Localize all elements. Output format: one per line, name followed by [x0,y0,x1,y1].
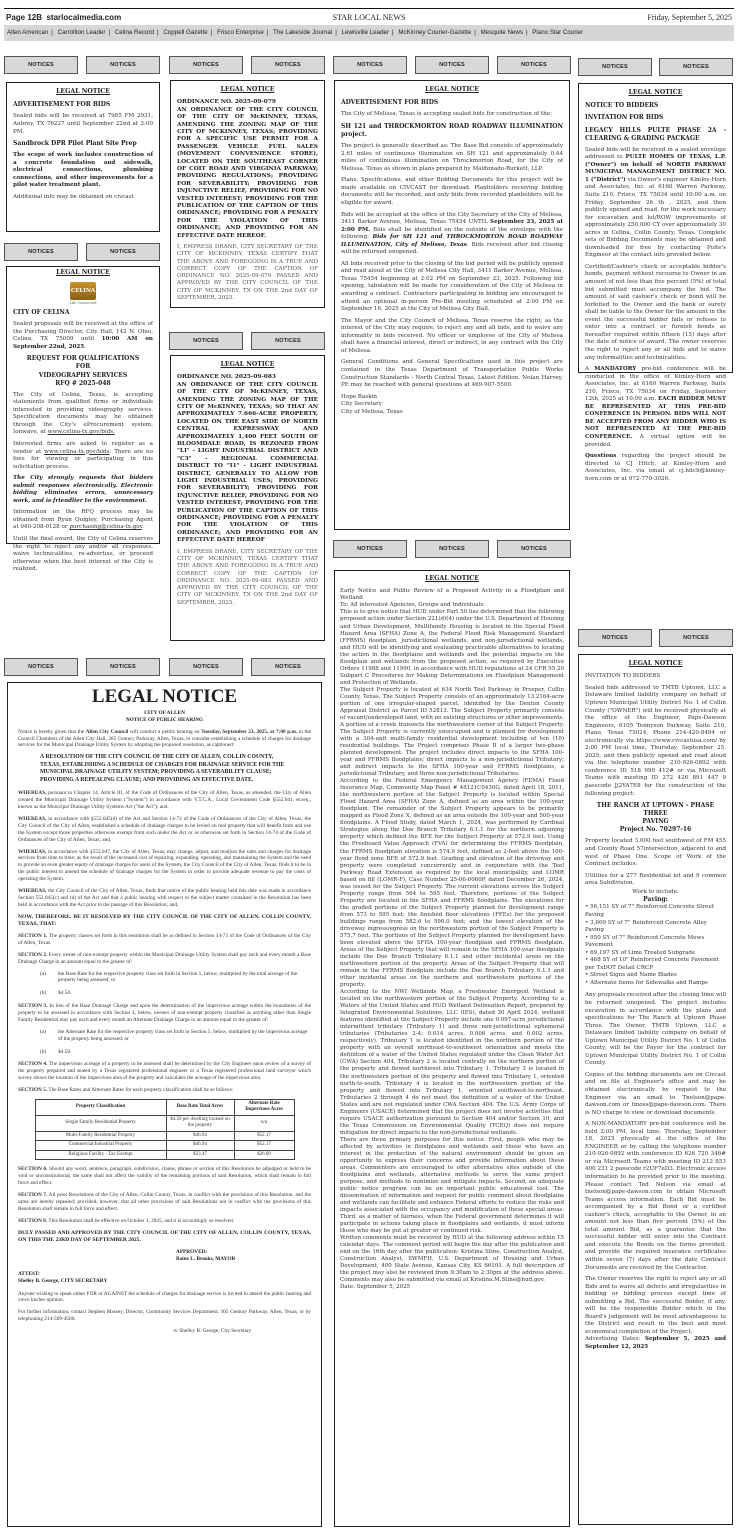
notice-body: A NON-MANDATORY pre-bid conference will be held 2:00 PM, local time, Thursday, September 18, 2025 physically at the office of the ENGINEER or by calling the telephone number 210-926-0892 with conference ID 626 720 346# or via Microsoft Teams with meeting ID 212 853 400 231 2 passcode r2UF7eD3. Electronic access information to be provided prior to the meeting. Please contact Ted Nelson via email at tnelson@pape-dawson.com to obtain Microsoft Teams access information. Each Bid must be accompanied by a Bid Bond or a certified cashier's check, acceptable to the Owner, in an amount not less than five percent (5%) of the total amount Bid, as a guarantee that the successful bidder will enter into the Contract and execute the Bonds on the forms provided, and provide the required insurance certificates within seven (7) days after the date Contract Documents are received by the Contractor. [585,1121,726,1271]
notices-tab[interactable]: NOTICES [415,540,489,558]
paper-name: STAR LOCAL NEWS [332,13,406,22]
paper-link[interactable]: The Lakeside Journal [273,29,333,36]
legal-notice-heading: LEGAL NOTICE [220,86,275,93]
legal-notice-heading: LEGAL NOTICE [425,575,479,582]
work-label: Work to include: [632,888,679,895]
table-row: Single Family Residential Property $4.50 per dwelling located on the property n/a [35,1115,294,1131]
list-item: • Alternate items for Sidewalks and Ramps [585,980,726,988]
pulte-bids-notice [578,83,733,482]
list-item: • 3,609 SY of 7" Reinforced Concrete Alley Paving [585,920,726,935]
section: SECTION 3. In lieu of the Base Drainage Charge and upon the determination of the impervious acreage within the boundaries of the property to be assessed in accordance with Section 4, below, owners of non-exempt property classified as anything other than Single Family Residential may pay each and every month an Alternate Drainage Charge in an amount equal to the greater of: [18,1003,312,1023]
notice-title: ADVERTISEMENT FOR BIDS [341,99,439,107]
paper-link[interactable]: Celina Record [114,29,154,36]
allen-public-hearing-notice [7,682,322,1527]
notices-tab[interactable]: NOTICES [497,540,571,558]
notice-body: Information on the RFQ process may be obtained from Ryan Quigley, Purchasing Agent at 940-208-0128 or purchasing@celina-tx.gov. [13,509,153,531]
legal-notice-heading: LEGAL NOTICE [628,660,683,667]
email-link[interactable]: purchasing@celina-tx.gov [69,524,143,531]
list-item: • Street Signs and Name Blades [585,972,726,980]
notice-body: A MANDATORY pre-bid conference will be conducted in the office of Kimley-Horn and Associates, Inc. at 6160 Warren Parkway, Suite 210, Frisco, TX 75034 on Friday, September 12th, 2025 at 10:00 a.m. EACH BIDDER MUST BE REPRESENTED AT THIS PRE-BID CONFERENCE IN PERSON. BIDS WILL NOT BE ACCEPTED FROM ANY BIDDER WHO IS NOT REPRESENTED AT THE PRE-BID CONFERENCE. A virtual option will be provided. [585,366,726,448]
project-title: THE RANCH AT UPTOWN - PHASE THREE PAVING Project No. 70297-16 [596,802,715,834]
notice-body: The City of Celina, Texas, is accepting statements from qualified firms or individuals interested in providing videography services. Specification documents may be obtained through the City's eProcurement system, Ionwave, at www.celina-tx.gov/bids. [13,391,153,436]
approval-block: APPROVED: Baine L. Brooks, MAYOR [176,1249,236,1262]
notice-body: The project is generally described as: The Base Bid consists of approximately 2.61 miles of continuous illumination on SH 121 and approximately 0.44 miles of continuous illumination on Throckmorton Road, for the City of Melissa, Texas as shown in plans prepared by Maldonado-Burkett, LLP. [341,143,563,172]
notices-tab[interactable]: NOTICES [169,56,243,74]
notices-tab[interactable]: NOTICES [251,658,325,676]
notice-body: General Conditions and General Specifications used in this project are contained in the Texas Department of Transportation Public Works Construction Standards - North Central Texas, Latest Edition. Nolan Harvey, PE may be reached with general questions at 469-907-5500. [341,359,563,389]
notices-tab[interactable]: NOTICES [86,56,160,74]
masthead [4,8,734,22]
subclause: (a) the Base Rate for the respective property class set forth in Section 5, below, multiplied by the total acreage of the property being assessed; or [40,970,298,984]
list-item: • 468 SY of 10" Reinforced Concrete Pavement per TxDOT Detail CRCP [585,957,726,972]
hud-floodplain-notice [334,570,570,1527]
notices-tab[interactable]: NOTICES [4,243,78,261]
notice-body: Copies of the bidding documents are on Civcast and on file at Engineer's office and may be obtained electronically by request to the Engineer via an email to Tnelson@pape-dawson.com or tmoss@pape-dawson.com. There is NO charge to view or download documents. [585,1071,726,1116]
table-row: Religious Facility - Tax Exempt $23.47 $26.09 [35,1150,294,1160]
section: SECTION 2. Every owner of non-exempt property within the Municipal Drainage Utility System shall pay each and every month a Base Drainage Charge in an amount equal to the greater of: [18,951,312,965]
notice-body: Interested firms are asked to register as a vendor at www.celina-tx.gov/bids. There are no fees for viewing or participating in this solicitation process. [13,441,153,470]
paper-link[interactable]: Frisco Enterprise [217,29,264,36]
list-item: • 950 SY of 7" Reinforced Concrete Mews Pavement [585,935,726,950]
signature: /s/ Shelley B. George, City Secretary [173,1328,252,1335]
notices-tab[interactable]: NOTICES [497,56,571,74]
signature-block: Hope Baskin City Secretary City of Melissa, Texas [341,393,403,415]
paper-link[interactable]: Allen American [7,29,49,36]
notices-tab[interactable]: NOTICES [4,56,78,74]
notice-body: The City of Melissa, Texas is accepting sealed bids for construction of the: [341,111,552,118]
project-name: LEGACY HILLS PULTE PHASE 2A - CLEARING & GRADING PACKAGE [585,126,726,142]
paving-label: Paving: [643,896,668,904]
paper-link[interactable]: Lewisville Leader [341,29,390,36]
section: SECTION 7. All prior Resolutions of the City of Allen, Collin County, Texas, in conflict with the provisions of this Resolution, and the same are hereby repealed; provided, however, that all other provisions of said Resolutions not in conflict with the provisions of this Resolution shall remain in full force and effect. [18,1192,311,1212]
notice-body: Early Notice and Public Review of a Proposed Activity in a Floodplain and Wetland To: All interested Agencies, Groups and Individuals: This is to give notice that HUD under Part 50 has determined that the following proposed action under Section 221(d)(4) under the U.S. Department of Housing and Urban Development, Multifamily Housing is located in the Special Flood Hazard Area (SFHA) Zone A, the Federal Flood Risk Management Standard (FFRMS) floodplain, jurisdictional wetlands, and non-jurisdictional wetlands, and HUD will be identifying and evaluating practicable alternatives to locating the action in the floodplains and wetlands and the potential impacts on the floodplain and wetlands from the proposed action, as required by Executive Orders 11988 and 11990, in accordance with HUD regulations at 24 CFR 55.20 Subpart C Procedures for Making Determinations on Floodplain Management and Protection of Wetlands. The Subject Property is located at 634 North Teel Parkway in Prosper, Collin County, Texas. The Subject Property consists of an approximately 13.2164-acre portion of one irregular-shaped parcel, identified by the Denton County Appraisal District as Parcel ID 52813. The Subject Property primarily consists of vacant/undeveloped land, with no existing structures or other improvements. A portion of a creek transects the northwestern corner of the Subject Property. The Subject Property is currently unoccupied and is planned for development with a 304-unit multi-family residential development including of ten (10) residential buildings. The Project comprises Phase II of a larger two-phase planned development. The project includes direct impacts to the SFHA 100-year and FFRMS floodplains; direct impacts to a non-jurisdictional Tributary; and indirect impacts to the SFHA 100-year and FFRMS floodplains, a jurisdictional Tributary, and three non-jurisdictional Tributaries. According to the Federal Emergency Management Agency (FEMA) Flood Insurance Map, Community Map Panel # 48121C0430G, dated April 18, 2011, the northwestern portion of the Subject Property is located within Special Flood Hazard Area (SFHA) Zone A, defined as an area within the 100-year floodplain. The remainder of the Subject Property appears to be primarily mapped as Flood Zone X, defined as an area outside the 100-year and 500-year floodplains. A Flood Study, dated March 1, 2024, was performed by Cardinal Strategies along the Doe Branch Tributary 6.1.1 for the northern adjoining property which defined the BFE for the Subject Property at 572.9 feet. Using the Freeboard Value Approach (FVA) for determining the FFRMS floodplain, the FFRMS floodplain elevation is 574.9 feet, defined as 2-feet above the 100-year flood zone BFE of 572.9 feet. Grading and elevation of the driveway and property were completed concurrently and in conjunction with the Teel Parkway Road Extension as required by the local municipality, and LOMR based on fill (LOMR-F), Case Number 25-06-0060P, dated December 26, 2024, was issued for the Subject Property. The current elevations across the Subject Property range from 564 to 595 feet. Therefore, portions of the Subject Property are located in the SFHA and FFRMS floodplains. The elevations for the graded portions of the Subject Property planned for development range from 573 to 595 feet; the finished floor elevations (FFEs) for the proposed buildings range from 582.6 to 590.0 feet; and the lowest elevation of the driveway ingress/egress on the northwestern portion of the Subject Property is 575.7 feet. The portions of the Subject Property planned for development have been elevated above the SFHA 100-year floodplain and FFRMS floodplain. Areas of the Subject Property that will remain in the SFHA 100-year floodplain include the Doe Branch Tributary 6.1.1 and other incidental areas on the northwestern portion of the property. Areas of the Subject Property that will remain in the FFRMS floodplain include the Doe Branch Tributary 6.1.1 and other incidental areas on the northern and northwestern portions of the property. According to the NWI Wetlands Map, a Freshwater Emergent Wetland is located on the northwestern portion of the Subject Property. According to a Waters of the United States and HUD Wetland Delineation Report, prepared by Integrated Environmental Solutions, LLC (IES), dated 30 April 2024, wetland features identified at the Subject Property include one 0.097-acre jurisdictional intermittent tributary (Tributary 1) and three non-jurisdictional ephemeral tributaries (Tributaries 2-4; 0.014 acres, 0.006 acres, and 0.002 acres, respectively). Tributary 1 is located identified in the northern portion of the property with an overall northeast-to-southwest orientation and meets the definition of a water of the United States regulated under the Clean Water Act (CWA) Section 404. Tributary 2 is located centrally on the northern portion of the property and flowed northwest into Tributary 1. Tributary 3 is located in the northwestern portion of the property and flowed into Tributary 1, oriented north-to-south. Tributary 4 is located in the northwestern portion of the property and flowed into Tributary 1, oriented southwest-to-northeast. Tributaries 2 through 4 do not meet the definition of a water of the United States and are not regulated under CWA Section 404. The U.S. Army Corps of Engineers (USACE) determined that the project does not involve activities that require USACE authorization pursuant to Section 404 and/or Section 10, and the Texas Commission on Environmental Quality (TCEQ) does not require mitigation for direct impacts to the non-jurisdictional wetlands. There are three primary purposes for this notice. First, people who may be affected by activities in floodplains and wetlands and those who have an interest in the protection of the natural environment should be given an opportunity to express their concerns and provide information about these areas. Commenters are encouraged to offer alternative sites outside of the floodplains and wetlands, alternative methods to serve the same project purpose, and methods to minimize and mitigate impacts. Second, an adequate public notice program can be an important public educational tool. The dissemination of information and request for public comment about floodplains and wetlands can facilitate and enhance Federal efforts to reduce the risks and impacts associated with the occupancy and modification of these special areas. Third, as a matter of fairness, when the Federal government determines it will participate in actions taking place in floodplains and wetlands, it must inform those who may be put at greater or continued risk. Written comments must be received by HUD at the following address within 15 calendar days. The comment period will begin the day after the publication and end on the 16th day after the publication: Kristina Stine, Construction Analyst, Construction Analyst, SWMFH, U.S. Department of Housing and Urban Development, 400 State Avenue, Kansas City, KS 66101. A full description of the project may also be reviewed from 9:30am to 2:30pm at the address above. Comments may also be submitted via email at Kristina.M.Stine@hud.gov. Date: September 5, 2025 [340,588,564,1291]
legal-notice-heading: LEGAL NOTICE [56,88,110,95]
whereas-clause: WHEREAS, in accordance with §552.047, the City of Allen, Texas, may change, adjust, and readjust the rates and charges for drainage services from time to time; as the result of the increased cost of repairing, expanding, operating, and maintaining the System and the need to provide an even greater equity of drainage charges for users of the System, the City Council of the City of Allen, Texas, finds it to be in the public interest to amend the schedule of drainage charges for the System in order to provide adequate revenue to pay the costs of operating the System. [18,848,311,883]
list-item: • 56,151 SY of 7" Reinforced Concrete Street Paving [585,904,726,919]
table-row: Multi-Family Residential Property $46.94 $52.17 [35,1131,294,1141]
notice-body: Sealed bids addressed to TMTB Uptown, LLC a Delaware limited liability company on behalf of Uptown Municipal Utility District No. 1 of Collin County ("OWNER") will be received physically at the office of the Engineer, Pape-Dawson Engineers, 6105 Tennyson Parkway, Suite 210, Plano, Texas 75024, Phone 214-420-8494 or electronically via https://www.civcastusa.com/ by 2:00 PM local time, Thursday, September 25, 2025, and then publicly opened and read aloud via the telephone number 210-926-0892 with conference ID 518 999 412# or via Microsoft Teams with meeting ID 272 426 891 447 9 passcode Jj2YA7E8 for the construction of the following project: [585,684,726,797]
notice-body: Additional info may be obtained on civcast [13,193,134,200]
notices-tab[interactable]: NOTICES [169,658,243,676]
uptown-bids-notice [578,654,733,1525]
notice-body: Property located 3,000 feet southwest of FM 455 and County Road 57intersection, adjacent to and west of Phase One. Scope of Work of the Contract includes: [585,838,726,868]
paper-link[interactable]: Mesquite News [480,29,523,36]
notice-body: Utilities for a 277 Residential lot and 9 common area Subdivision. [585,872,726,887]
notice-title: NOTICE TO BIDDERS [585,102,659,110]
project-name: Sandbrock DPR Pilot Plant Site Prep [13,140,137,148]
notice-body: Notice is hereby given that the Allen City Council will conduct a public hearing on Tuesday, September 23, 2025, at 7:00 p.m. in the Council Chambers of the Allen City Hall, 305 Century Parkway, Allen, Texas, to consider establishing a schedule of charges for drainage services for the Municipal Drainage Utility System by adopting the proposed resolution, as captioned: [18,728,311,749]
notices-tab[interactable]: NOTICES [578,629,652,647]
notices-tab[interactable]: NOTICES [415,56,489,74]
resolution-caption: A RESOLUTION OF THE CITY COUNCIL OF THE CITY OF ALLEN, COLLIN COUNTY, TEXAS, ESTABLISHING A SCHEDULE OF CHARGES FOR DRAINAGE SERVICE FOR THE MUNICIPAL DRAINAGE UTILITY SYSTEM; PROVIDING A SEVERABILITY CLAUSE; PROVIDING A REPEALING CLAUSE; AND PROVIDING AN EFFECTIVE DATE. [40,754,285,783]
city-name: CITY OF ALLEN [144,709,185,716]
paper-link[interactable]: Plano Star Courier [532,29,584,36]
notice-title: INVITATION TO BIDDERS [585,673,661,680]
notices-tab[interactable]: NOTICES [333,540,407,558]
city-name: CITY OF CELINA [13,309,70,317]
celina-logo: CELINA [70,282,96,300]
work-items [585,904,726,987]
subclause: (a) the Alternate Rate for the respective property class set forth in Section 5, below, multiplied by the impervious acreage of the property being assessed; or [40,1028,308,1042]
notice-body: Sealed bids will be received in a sealed envelope addressed to PULTE HOMES OF TEXAS, L.P. ("Owner") on behalf of NORTH PARKWAY MUNICIPAL MANAGEMENT DISTRICT NO. 1 ("District") via Owner's engineer Kimley-Horn and Associates, Inc. at 6160 Warren Parkway, Suite 210, Frisco, TX 75034 until 10:00 a.m. on Friday, September 26 th , 2025, and then publicly opened and read, for the work necessary for excavation and lot/ROW improvements of approximately 250,000 CY over approximately 30 acres in Celina, Collin County, Texas. Complete sets of Bidding Documents may be obtained and downloaded for free by contacting Pulte's Engineer at the contact info provided below. [585,146,727,259]
notices-tab[interactable]: NOTICES [86,658,160,676]
section: SECTION 6. Should any word, sentence, paragraph, subdivision, clause, phrase or section of this Resolution be adjudged or held to be void or unconstitutional, the same shall not affect the validity of the remaining portions of said Resolution, which shall remain in full force and effect. [18,1166,311,1187]
notice-body: The Owner reserves the right to reject any or all Bids and to waive all defects and irregularities in bidding or bidding process except time of submitting a Bid. The successful Bidder, if any, will be the responsible Bidder which in the Board's judgement will be most advantageous to the District and result in the best and most economical completion of the Project. [585,1276,726,1335]
ordinance-number: ORDINANCE NO. 2025-09-079 [177,99,276,106]
celina-rfq-notice [6,266,160,573]
logo-tagline: Life Connected [69,301,97,306]
notice-body: The Mayor and the City Council of Melissa, Texas reserve the right, as the interest of the City may require, to reject any and all bids, and to waive any informality in bids received. No officer or employee of the City of Melissa shall have a financial interest, direct or indirect, in any contract with the City of Melissa. [341,317,563,354]
aubrey-bids-notice [6,82,160,232]
whereas-clause: WHEREAS, the City Council of the City of Allen, Texas, finds that notice of the public hearing held this date was made in accordance Section 552.045(c) and (d) of the Act and that a public hearing with respect to the subject matter contained in the Resolution has been held in accordance with the Act prior to the passage of this Resolution; and, [18,887,311,908]
rfq-title: REQUEST FOR QUALIFICATIONS FOR VIDEOGRAPHY SERVICES RFQ # 2025-048 [26,355,140,387]
invitation-title: INVITATION FOR BIDS [585,114,664,122]
notices-tab[interactable]: NOTICES [169,332,243,350]
scope-text: The scope of work includes construction of a concrete foundation and sidewalk, electrical connections, plumbing connections, and other improvements for a pilot water treatment plant. [13,152,153,189]
notices-tab[interactable]: NOTICES [86,243,160,261]
ordinance-083-notice [170,355,325,641]
paper-link[interactable]: McKinney Courier-Gazette [398,29,472,36]
ordinance-caption: AN ORDINANCE OF THE CITY COUNCIL OF THE CITY OF McKINNEY, TEXAS, AMENDING THE ZONING MAP OF THE CITY OF MCKINNEY, TEXAS; PROVIDING FOR A SPECIFIC USE PERMIT FOR A PASSENGER VEHICLE FUEL SALES (MOVEMENT CONVENIENCE STORE), LOCATED ON THE SOUTHEAST CORNER OF COIT ROAD AND VIRGINIA PARKWAY; PROVIDING REGULATIONS; PROVIDING FOR SEVERABILITY; PROVIDING FOR INJUNCTIVE RELIEF, PROVIDING FOR NO VESTED INTEREST; PROVIDING FOR THE PUBLICATION OF THE CAPTION OF THIS ORDINANCE; PROVIDING FOR A PENALTY FOR THE VIOLATION OF THIS ORDINANCE; AND PROVIDING FOR AN EFFECTIVE DATE HEREOF. [177,106,318,239]
bids-link[interactable]: www.celina-tx.gov/bids. [47,429,115,436]
issue-date: Friday, September 5, 2025 [647,13,732,22]
notices-tab[interactable]: NOTICES [659,629,733,647]
resolved-clause: NOW, THEREFORE, BE IT RESOLVED BY THE CITY COUNCIL OF THE CITY OF ALLEN, COLLIN COUNTY, TEXAS, THAT: [18,913,311,927]
site-link[interactable]: starlocalmedia.com [46,13,122,22]
table-header-row: Property Classification Base Rate Total Acres Alternate Rate Impervious Acres [35,1099,294,1115]
notices-tab[interactable]: NOTICES [333,56,407,74]
table-row: Commercial/Industrial Property $46.94 $52.17 [35,1141,294,1151]
section: SECTION 5. The Base Rates and Alternate Rates for each property classification shall be as follows: [18,1087,234,1094]
legal-notice-heading: LEGAL NOTICE [220,361,275,368]
rates-table [35,1099,295,1161]
ordinance-caption: AN ORDINANCE OF THE CITY COUNCIL OF THE CITY OF McKINNEY, TEXAS, AMENDING THE ZONING MAP OF THE CITY OF McKINNEY, TEXAS; SO THAT AN APPROXIMATELY 7.666-ACRE PROPERTY, LOCATED ON THE EAST SIDE OF NORTH CENTRAL EXPRESSWAY AND APPROXIMATELY 1,400 FEET SOUTH OF BLOOMDALE ROAD, IS REZONED FROM "LI" - LIGHT INDUSTRIAL DISTRICT AND "C3" - REGIONAL COMMERCIAL DISTRICT TO "I1" - LIGHT INDUSTRIAL DISTRICT, GENERALLY TO ALLOW FOR LIGHT INDUSTRIAL USES; PROVIDING FOR SEVERABILITY; PROVIDING FOR INJUNCTIVE RELIEF, PROVIDING FOR NO VESTED INTEREST; PROVIDING FOR THE PUBLICATION OF THE CAPTION OF THIS ORDINANCE; PROVIDING FOR A PENALTY FOR THE VIOLATION OF THIS ORDINANCE; AND PROVIDING FOR AN EFFECTIVE DATE HEREOF [177,381,318,544]
paper-link[interactable]: Coppell Gazette [163,29,208,36]
notice-body: Certified/Cashier's check or acceptable bidder's bonds, payment without recourse to Owner in an amount of not less than five percent (5%) of total bid submitted must accompany the bid. The amount of said cashier's check or bond will be forfeited to the Owner and the bank or surety shall be liable to the Owner for the amount in the event the successful bidder fails or refuses to enter into a contract or furnish bonds as hereafter required within fifteen (15) days after the date of notice of award. The owner reserves the right to reject any or all bids and to waive any informalities and technicalities. [585,263,726,361]
notice-body: Plans, Specifications, and other Bidding Documents for this project will be made available on CIVCAST for download. Planholders receiving bidding documents will be recorded, and only bids from recorded planholders will be eligible for award. [341,177,563,207]
notice-body: Bids will be accepted at the office of the City Secretary of the City of Melissa, 3411 Barker Avenue, Melissa, Texas 75454 UNTIL September 23, 2025 at 2:00 PM. Bids shall be identified on the outside of the envelope with the following: Bids for SH 121 and THROCKMORTON ROAD ROADWAY ILLUMINATION, City of Melissa, Texas. Bids received after bid closing will be returned unopened. [341,211,564,256]
notices-tab[interactable]: NOTICES [251,56,325,74]
notice-body: Sealed proposals will be received at the office of the Purchasing Director, City Hall, 142 N. Ohio, Celina, TX 75009 until 10:00 AM on September 22nd, 2025. [13,321,153,350]
notice-date: Date: September 5, 2025 [340,1284,411,1291]
notices-tab[interactable]: NOTICES [251,332,325,350]
certification-text: I, EMPRESS DRANE, CITY SECRETARY OF THE CITY OF MCKINNEY, TEXAS CERTIFY THAT THE ABOVE AND FOREGOING IS A TRUE AND CORRECT COPY OF THE CAPTION OF ORDINANCE NO. 2025-09-079 PASSED AND APPROVED BY THE CITY COUNCIL OF THE CITY OF MCKINNEY, TX ON THE 2nd DAY OF SEPTEMBER, 2025. [177,244,318,301]
notice-body: Questions regarding the project should be directed to CJ Hitch, at Kimley-Horn and Associates, Inc. via email at cj.hitch@kimley-horn.com or at 972-770-3026. [585,453,726,482]
notice-body: All bids received prior to the closing of the bid period will be publicly opened and read aloud at the City of Melissa City Hall, 3411 Barker Avenue, Melissa, Texas 75454 beginning at 2:02 PM on September 23, 2025. Following bid opening, tabulation will be made for consideration of the City of Melissa in awarding a contract. Contractors participating in bidding are encouraged to attend an optional in-person Pre-Bid meeting scheduled at 2:00 PM on September 16, 2025 at the City of Melissa City Hall. [341,260,563,313]
melissa-bids-notice [334,80,570,530]
list-item: • 69,197 SY of Lime Treated Subgrade [585,950,726,958]
advertising-dates: Advertising Dates: September 5, 2025 and September 12, 2025 [585,1336,726,1351]
notice-title: ADVERTISEMENT FOR BIDS [13,101,111,109]
project-name: SH 121 and THROCKMORTON ROAD ROADWAY ILLUMINATION project. [341,123,563,139]
notices-tab[interactable]: NOTICES [4,658,78,676]
whereas-clause: WHEREAS, pursuant to Chapter 14, Article III, of the Code of Ordinances of the City of Allen, Texas, as amended, the City of Allen created the Municipal Drainage Utility System ("System") in accordance with V.T.C.A., Local Government Code §552.041, et.seq., known as the Municipal Drainage Utility Systems Act ("the Act"); and, [18,790,311,811]
notices-tab[interactable]: NOTICES [659,58,733,76]
subclause: (b) $4.50. [40,1048,72,1055]
emphasis-text: The City strongly requests that bidders submit responses electronically. Electronic bidding eliminates errors, unnecessary work, and is friendlier to the environment. [13,475,153,504]
ordinance-079-notice [170,80,325,308]
legal-notice-heading: LEGAL NOTICE [56,269,110,276]
certification-text: I, EMPRESS DRANE, CITY SECRETARY OF THE CITY OF MCKINNEY, TEXAS CERTIFY THAT THE ABOVE AND FOREGOING IS A TRUE AND CORRECT COPY OF THE CAPTION OF ORDINANCE NO. 2025-09-083 PASSED AND APPROVED BY THE CITY COUNCIL OF THE CITY OF MCKINNEY, TX ON THE 2nd DAY OF SEPTEMBER, 2025. [177,548,318,606]
whereas-clause: WHEREAS, in accordance with §552.045(d) of the Act and Section 14-72 of the Code of Ordinances of the City of Allen, Texas, the City Council of the City of Allen, established a schedule of drainage charges to be levied on real property that will benefit from and use the System except those properties otherwise exempt from such under the Act or as otherwise set forth in Section 14-74 of the Code of Ordinances of the City of Allen, Texas; and, [18,816,311,843]
attest-block: ATTEST: Shelley B. George, CITY SECRETARY [18,1270,108,1284]
ordinance-number: ORDINANCE NO. 2025-09-083 [177,374,276,381]
page-number: Page 12B [6,13,43,22]
legal-notice-heading: LEGAL NOTICE [425,86,479,93]
notices-tab[interactable]: NOTICES [578,58,652,76]
notice-body: Anyone wishing to speak either FOR or AGAINST the schedule of charges for drainage service is invited to attend the public hearing and voice his/her opinion. [18,1290,311,1304]
notice-title: LEGAL NOTICE [91,686,238,707]
passed-clause: DULY PASSED AND APPROVED BY THE CITY COUNCIL OF THE CITY OF ALLEN, COLLIN COUNTY, TEXAS, ON THIS THE 23RD DAY OF SEPTEMBER 2025. [18,1229,311,1243]
legal-notice-heading: LEGAL NOTICE [628,89,683,96]
section: SECTION 1. The property classes set forth in this resolution shall be as defined in Section 14-73 of the Code of Ordinances of the City of Allen, Texas. [18,933,311,946]
notice-body: Any proposals received after the closing time will be returned unopened. The project includes excavation in accordance with the plans and specifications for The Ranch at Uptown Phase Three. The Owner, TMTB Uptown, LLC a Delaware limited liability company on behalf of Uptown Municipal Utility District No. 1 of Collin County, will be the Payor for the contract for Uptown Municipal Utility District No. 1 of Collin County. [585,992,726,1067]
notice-body: Sealed bids will be received at 7985 FM 2931, Aubrey, TX 76227 until September 22nd at 2:00 PM. [13,113,153,135]
paper-link[interactable]: Carrollton Leader [57,29,106,36]
hearing-title: NOTICE OF PUBLIC HEARING [125,716,204,723]
bids-link[interactable]: www.celina-tx.gov/bids [44,448,110,455]
subclause: (b) $4.50. [40,990,72,997]
papers-bar: Allen American | Carrollton Leader | Celina Record | Coppell Gazette | Frisco Enterprise | The Lakeside Journal | Lewisville Leader | McKinney Courier-Gazette | Mesquite News | Plano Star Courier [4,25,734,41]
section: SECTION 8. This Resolution shall be effective on October 1, 2025, and it is accordingly so resolved. [18,1217,235,1224]
section: SECTION 4. The impervious acreage of a property to be assessed shall be determined by the City Engineer upon review of a survey of the property prepared and sealed by a Texas registered professional engineer or a Texas registered professional land surveyor which survey shows the location of the impervious area of the property and calculates the acreage of the impervious area. [18,1061,311,1082]
notice-body: For further information, contact Stephen Massey, Director, Community Services Department, 305 Century Parkway, Allen, Texas, or by telephoning 214-509-4500. [18,1309,311,1323]
notice-body: Until the final award, the City of Celina reserves the right to reject any and/or all responses, waive technicalities, re-advertise, or proceed otherwise when the best interest of the City is realized. [13,536,153,573]
